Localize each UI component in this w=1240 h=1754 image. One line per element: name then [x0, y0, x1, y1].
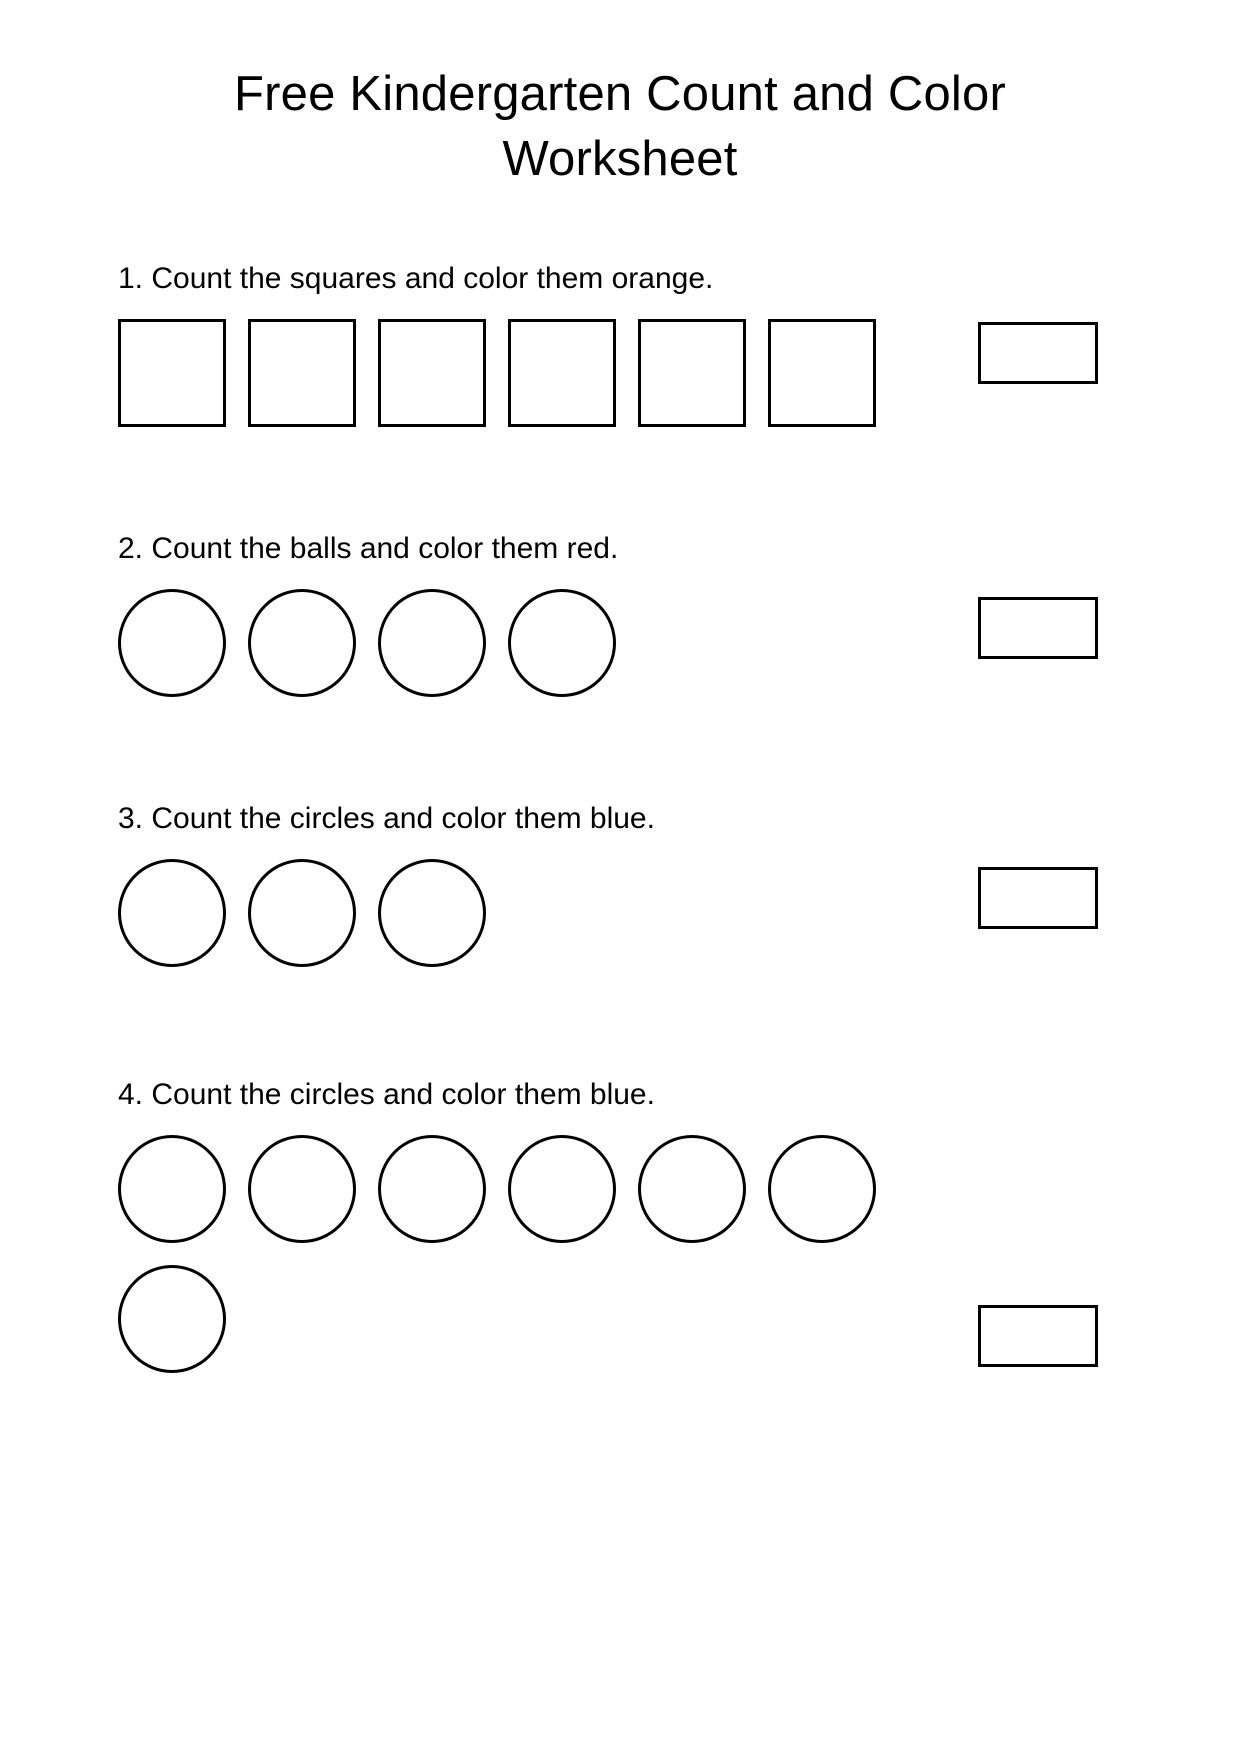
question-section-1: [118, 261, 1240, 427]
circle-shape[interactable]: [248, 859, 356, 967]
question-prompt-1: 1. Count the squares and color them orange.: [118, 262, 714, 296]
square-shape[interactable]: [378, 319, 486, 427]
square-shape[interactable]: [118, 319, 226, 427]
circle-shape[interactable]: [378, 859, 486, 967]
shape-row-4a: [118, 1135, 1240, 1243]
answer-box-3[interactable]: [978, 867, 1098, 929]
circle-shape[interactable]: [248, 1135, 356, 1243]
circle-shape[interactable]: [118, 859, 226, 967]
question-section-2: [118, 531, 1240, 697]
circle-shape[interactable]: [248, 589, 356, 697]
question-prompt-4: 4. Count the circles and color them blue.: [118, 1078, 655, 1112]
circle-shape[interactable]: [118, 1265, 226, 1373]
circle-shape[interactable]: [768, 1135, 876, 1243]
answer-box-2[interactable]: [978, 597, 1098, 659]
circle-shape[interactable]: [508, 589, 616, 697]
question-section-3: [118, 801, 1240, 967]
square-shape[interactable]: [248, 319, 356, 427]
answer-box-4[interactable]: [978, 1305, 1098, 1367]
circle-shape[interactable]: [508, 1135, 616, 1243]
question-prompt-3: 3. Count the circles and color them blue.: [118, 802, 655, 836]
question-section-4: [118, 1077, 1240, 1373]
circle-shape[interactable]: [378, 1135, 486, 1243]
square-shape[interactable]: [768, 319, 876, 427]
page-title: Free Kindergarten Count and Color Worksheet: [234, 67, 1006, 186]
circle-shape[interactable]: [638, 1135, 746, 1243]
square-shape[interactable]: [638, 319, 746, 427]
answer-box-1[interactable]: [978, 322, 1098, 384]
square-shape[interactable]: [508, 319, 616, 427]
question-prompt-2: 2. Count the balls and color them red.: [118, 532, 619, 566]
circle-shape[interactable]: [378, 589, 486, 697]
circle-shape[interactable]: [118, 589, 226, 697]
circle-shape[interactable]: [118, 1135, 226, 1243]
